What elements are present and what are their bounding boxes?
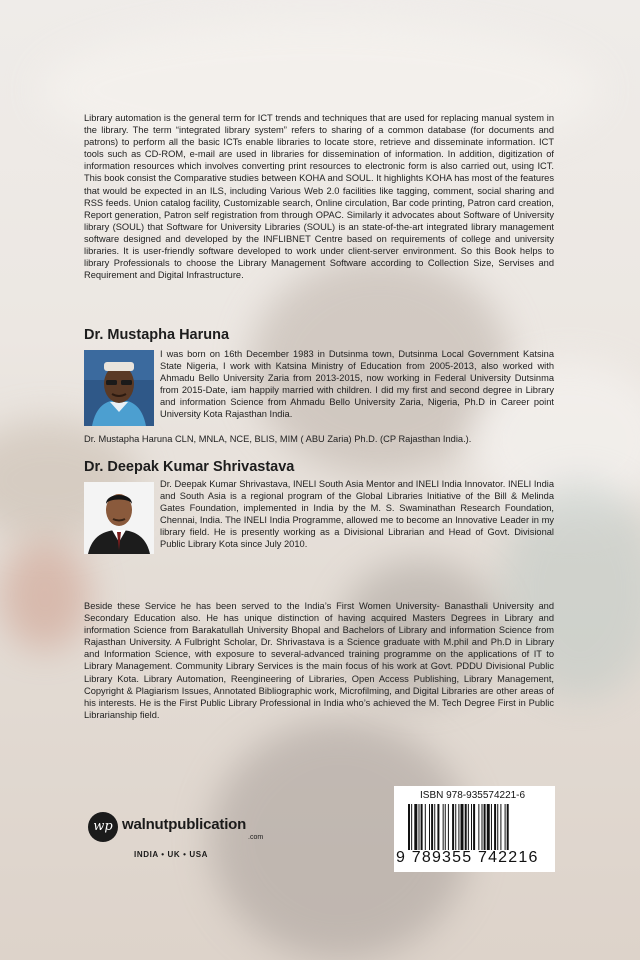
barcode-bar	[452, 804, 454, 850]
barcode-bar	[429, 804, 430, 850]
barcode-bar	[478, 804, 479, 850]
walnut-publication-logo-icon: wp	[88, 812, 118, 842]
publisher-name: walnutpublication	[122, 816, 247, 833]
book-description: Library automation is the general term for ICT trends and techniques that are used for replacing manual system in the library. The term “integrated library system” refers to sharing of a common database (for documents and patrons) to perform all the basic ICTs enable libraries to locate store, retrieve and disseminate information. ICT tools such as CD-ROM, e-mail are used in libraries for dissemination of information. In addition, digitization of information resources which involves converting print resources to electronic form is also carried out, using ICT. This book consist the Comparative studies between KOHA and SOUL. It highlights KOHA has most of the features that would be expected in an ILS, including Various Web 2.0 facilities like tagging, comment, social sharing and RSS feeds. Union catalog facility, Customizable search, Online circulation, Bar code printing, Patron card creation, Report generation, Patron self registration from through OPAC. Similarly it advocates about Software of University library (SOUL) that Software for University Libraries (SOUL) is an state-of-the-art integrated library management software designed and developed by the INFLIBNET Centre based on requirements of college and university libraries. It is user-friendly software developed to work under client-server environment. So this Book helps to library Professionals to choose the Library Management Software according to Collection Size, Servises and Requirement and Digital Infrastructure.	[84, 113, 554, 281]
author-1-bio: I was born on 16th December 1983 in Dutsinma town, Dutsinma Local Government Katsina State Nigeria, I work with Katsina Ministry of Education from 2005-2013, also worked with Ahmadu Bello University Zaria from 2013-2015, now working in Federal University Dutsinma from 2015-Date, iam happily married with children. I did my first and second degree in Library and information Science from Ahmadu Bello University Zaria, Nigeria, Ph.D in Career point University Kota Rajasthan India.	[160, 349, 554, 420]
barcode-bar	[482, 804, 483, 850]
barcode-bar	[414, 804, 417, 850]
barcode-bar	[473, 804, 475, 850]
barcode-bar	[434, 804, 435, 850]
barcode-bar	[408, 804, 410, 850]
isbn-digits: 9 789355 742216	[396, 849, 539, 866]
publisher-logo	[88, 812, 288, 862]
author-2-name: Dr. Deepak Kumar Shrivastava	[84, 459, 295, 475]
isbn-barcode	[394, 786, 555, 872]
barcode-bar	[471, 804, 472, 850]
author-1-photo	[84, 350, 154, 426]
barcode-bar	[505, 804, 506, 850]
author-1-name: Dr. Mustapha Haruna	[84, 327, 230, 343]
barcode-bar	[458, 804, 459, 850]
barcode-bar	[461, 804, 464, 850]
barcode-bar	[445, 804, 446, 850]
barcode-bar	[468, 804, 469, 850]
isbn-label: ISBN 978-935574221-6	[420, 790, 526, 801]
barcode-bar	[507, 804, 509, 850]
barcode-bar	[494, 804, 496, 850]
barcode-bar	[425, 804, 426, 850]
barcode-bar	[448, 804, 449, 850]
barcode-bar	[431, 804, 433, 850]
barcode-bar	[455, 804, 456, 850]
barcode-bar	[419, 804, 420, 850]
barcode-bar	[491, 804, 492, 850]
barcode-bar	[437, 804, 439, 850]
author-2-photo	[84, 482, 154, 554]
barcode-bar	[484, 804, 486, 850]
barcode-bar	[500, 804, 501, 850]
author-1-credentials: Dr. Mustapha Haruna CLN, MNLA, NCE, BLIS, MIM ( ABU Zaria) Ph.D. (CP Rajasthan India.).	[84, 434, 472, 444]
barcode-bar	[443, 804, 444, 850]
publisher-countries: INDIA • UK • USA	[134, 850, 209, 859]
barcode-bar	[411, 804, 412, 850]
barcode-bar	[497, 804, 498, 850]
barcode-icon	[408, 804, 546, 850]
author-2-bio-continued: Beside these Service he has been served to the India’s First Women University- Banasthali University and Secondary Education also. He has unique distinction of having acquired Masters Degrees in Library and information Science from Barakatullah University Bhopal and Bachelors of Library and information Science from Rajasthan University. A Fulbright Scholar, Dr. Shrivastava is a Science graduate with M.phil and Ph.D in Library and Information Science, with exposure to several-advanced training programme on the applications of IT to Library Management. Community Library Services is the main focus of his work at Govt. PDDU Divisional Public Library Kota. Library Automation, Reengineering of Libraries, Open Access Publishing, Library Management, Copyright & Plagiarism Issues, Annotated Bibliographic work, Microfilming, and Digital Libraries are other areas of his interests. He is the First Public Library Professional in India who’s achieved the M. Tech Degree First in Public Librarianship field.	[84, 601, 554, 720]
barcode-bar	[487, 804, 490, 850]
publisher-domain: .com	[248, 834, 264, 841]
author-2-bio: Dr. Deepak Kumar Shrivastava, INELI South Asia Mentor and INELI India Innovator. INELI India and South Asia is a regional program of the Global Libraries Initiative of the Bill & Melinda Gates Foundation, implemented in India by the M. S. Swaminathan Research Foundation, Chennai, India. The INELI India Programme, allowed me to become an Innovative Leader in my library field. He is presently working as a Divisional Librarian and Head of Govt. Divisional Public Library Kota since July 2010.	[160, 479, 554, 550]
barcode-bar	[465, 804, 467, 850]
barcode-bar	[421, 804, 423, 850]
